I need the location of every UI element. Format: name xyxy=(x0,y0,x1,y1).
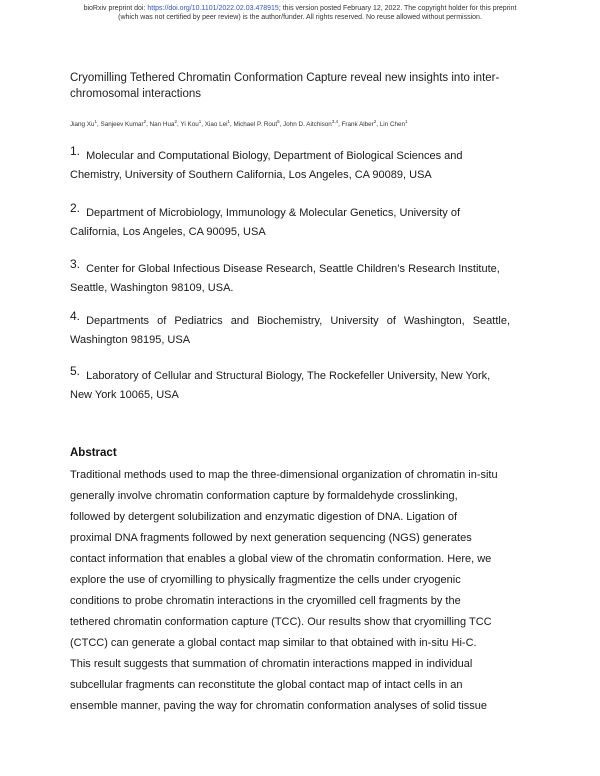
author-name: Frank Alber xyxy=(341,121,374,129)
affiliation-2 xyxy=(70,203,532,242)
author-affiliation-marker: 2 xyxy=(373,119,377,124)
affiliation-number: 5. xyxy=(70,364,81,378)
affiliation-text-line1: Departments of Pediatrics and Biochemistry, University of Washington, Seattle, xyxy=(86,315,511,327)
author-affiliation-marker: 1 xyxy=(405,119,408,124)
doi-link[interactable]: https://doi.org/10.1101/2022.02.03.478915 xyxy=(147,5,279,12)
author-name: Michael P. Rout xyxy=(233,121,278,129)
author-name: Yi Kou xyxy=(180,121,199,129)
author-affiliation-marker: 1 xyxy=(94,119,98,124)
affiliation-number: 2. xyxy=(70,201,81,215)
affiliation-number: 1. xyxy=(70,144,81,158)
abstract-line: generally involve chromatin conformation capture by formaldehyde crosslinking, xyxy=(70,490,458,502)
affiliation-text-line2: Seattle, Washington 98109, USA. xyxy=(70,282,234,294)
author-name: Nan Hua xyxy=(149,121,175,129)
banner-line-1 xyxy=(0,4,600,13)
banner-line-2: (which was not certified by peer review) is the author/funder. All rights reserved. No reuse allowed without permission. xyxy=(118,14,482,21)
author-name: John D. Aitchison xyxy=(283,121,332,129)
author-name: Xiao Lei xyxy=(204,121,228,129)
preprint-banner xyxy=(0,4,600,22)
affiliation-text-line2: Chemistry, University of Southern California, Los Angeles, CA 90089, USA xyxy=(70,169,432,181)
affiliation-text-line2: California, Los Angeles, CA 90095, USA xyxy=(70,226,266,238)
author-affiliation-marker: 2 xyxy=(174,119,177,124)
abstract-heading: Abstract xyxy=(70,447,117,459)
affiliation-text-line1: Laboratory of Cellular and Structural Biology, The Rockefeller University, New York, xyxy=(86,370,491,382)
abstract-line: conditions to probe chromatin interactions in the cryomilled cell fragments by the xyxy=(70,595,461,607)
abstract-line: followed by detergent solubilization and enzymatic digestion of DNA. Ligation of xyxy=(70,511,458,523)
abstract-line: ensemble manner, paving the way for chromatin conformation analyses of solid tissue xyxy=(70,700,487,712)
author-affiliation-marker: 5 xyxy=(277,119,280,124)
abstract-line: explore the use of cryomilling to physically fragmentize the cells under cryogenic xyxy=(70,574,461,586)
author-affiliation-marker: 1 xyxy=(198,119,202,124)
banner-prefix: bioRxiv preprint doi: xyxy=(83,5,148,12)
abstract-line: subcellular fragments can reconstitute the global contact map of intact cells in an xyxy=(70,679,463,691)
affiliation-text-line2: New York 10065, USA xyxy=(70,389,179,401)
author-affiliation-marker: 2 xyxy=(143,119,147,124)
author-name: Jiang Xu xyxy=(70,121,95,129)
affiliation-text-line1: Department of Microbiology, Immunology & Molecular Genetics, University of xyxy=(86,207,461,219)
abstract-line: contact information that enables a global view of the chromatin conformation. Here, we xyxy=(70,553,492,565)
affiliation-number: 3. xyxy=(70,257,81,271)
author-affiliation-marker: 1 xyxy=(227,119,230,124)
affiliation-text-line2: Washington 98195, USA xyxy=(70,334,191,346)
abstract-line: tethered chromatin conformation capture (TCC). Our results show that cryomilling TCC xyxy=(70,616,492,628)
abstract-line: This result suggests that summation of chromatin interactions mapped in individual xyxy=(70,658,473,670)
affiliation-5 xyxy=(70,366,532,405)
affiliation-4 xyxy=(70,311,532,350)
abstract-line: (CTCC) can generate a global contact map similar to that obtained with in-situ Hi-C. xyxy=(70,637,477,649)
author-name: Sanjeev Kumar xyxy=(100,121,144,129)
affiliation-text-line1: Molecular and Computational Biology, Department of Biological Sciences and xyxy=(86,150,463,162)
affiliation-text-line1: Center for Global Infectious Disease Research, Seattle Children’s Research Institute, xyxy=(86,263,500,275)
affiliation-3 xyxy=(70,259,532,298)
paper-title: Cryomilling Tethered Chromatin Conformation Capture reveal new insights into inter-chromosomal interactions xyxy=(70,72,500,100)
banner-suffix: ; this version posted February 12, 2022. The copyright holder for this preprint xyxy=(278,5,517,12)
affiliation-1 xyxy=(70,146,532,185)
author-affiliation-marker: 3,4 xyxy=(331,119,339,124)
author-name: Lin Chen xyxy=(379,121,406,129)
author-list: Jiang Xu$^1$, Sanjeev Kumar$^2$, Nan Hua$^2$, Yi Kou$^1$, Xiao Lei$^1$, Michael P. Rout$^5$, John D. Aitchison$^{3,4}$, Frank Alber$^2$, Lin Chen$^1$ xyxy=(70,119,408,129)
abstract-line: Traditional methods used to map the three-dimensional organization of chromatin in-situ xyxy=(70,469,498,481)
affiliation-number: 4. xyxy=(70,309,81,323)
abstract-line: proximal DNA fragments followed by next generation sequencing (NGS) generates xyxy=(70,532,472,544)
